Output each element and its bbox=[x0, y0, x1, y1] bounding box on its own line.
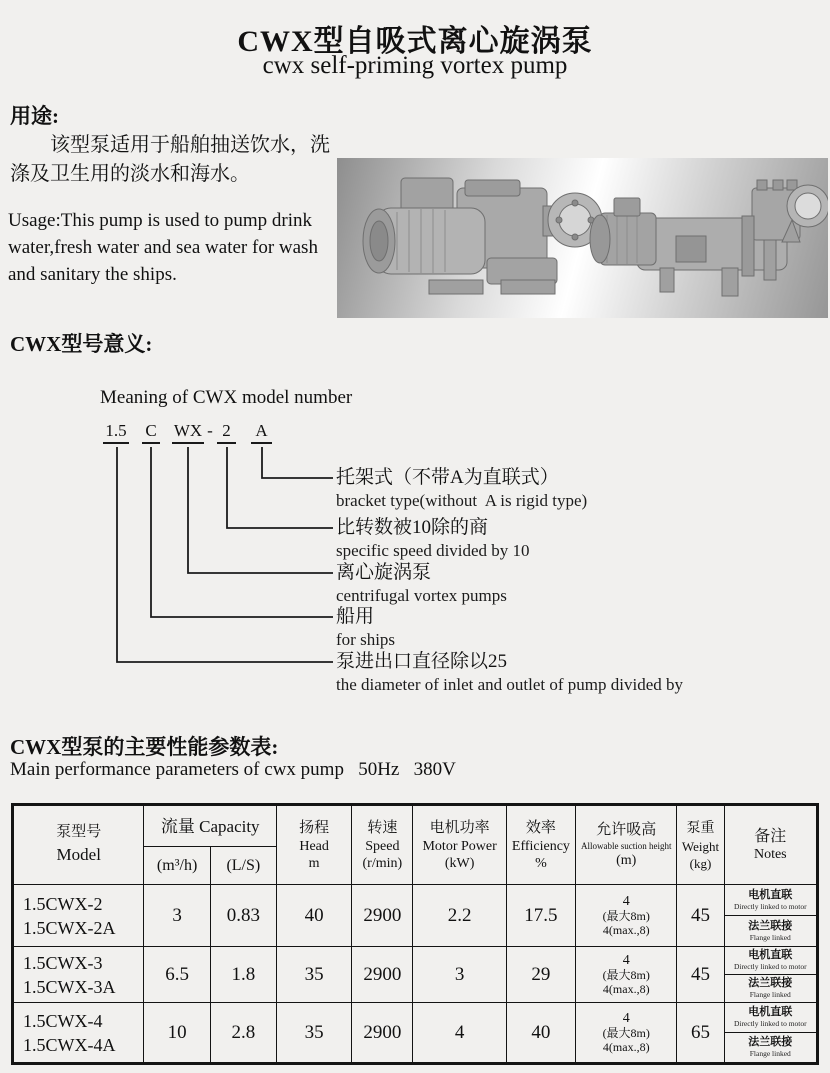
header-head-en: Head bbox=[299, 838, 329, 854]
header-weight-cn: 泵重 bbox=[686, 820, 715, 836]
note-flange-link-cn: 法兰联接 bbox=[748, 1036, 793, 1049]
cell-power: 2.2 bbox=[413, 885, 506, 947]
note-direct-link bbox=[725, 885, 816, 916]
legend-for-ships bbox=[336, 605, 395, 651]
header-weight-en: Weight bbox=[681, 838, 720, 854]
suction-max-cn: (最大8m) bbox=[602, 1026, 650, 1040]
pump-left bbox=[363, 178, 602, 294]
note-flange-link-en: Flange linked bbox=[749, 1049, 791, 1059]
usage-text-cn: 该型泵适用于船舶抽送饮水，洗涤及卫生用的淡水和海水。 bbox=[10, 134, 330, 185]
cell-suction bbox=[576, 885, 677, 947]
cell-suction bbox=[576, 947, 677, 1003]
model-name: 1.5CWX-3 bbox=[23, 952, 103, 973]
cell-efficiency: 40 bbox=[506, 1003, 575, 1064]
legend-specific-speed-cn: 比转数被10除的商 bbox=[336, 517, 489, 538]
page-subtitle: cwx self-priming vortex pump bbox=[262, 52, 568, 79]
cell-weight: 65 bbox=[677, 1003, 724, 1064]
note-direct-link-en: Directly linked to motor bbox=[733, 901, 807, 911]
header-speed bbox=[352, 805, 413, 885]
cell-efficiency: 17.5 bbox=[506, 885, 575, 947]
model-name: 1.5CWX-3A bbox=[23, 976, 116, 997]
header-notes-cn: 备注 bbox=[754, 828, 787, 845]
header-speed-unit: (r/min) bbox=[362, 855, 403, 871]
model-token-A: A bbox=[251, 421, 272, 444]
cell-speed: 2900 bbox=[352, 885, 413, 947]
cell-speed: 2900 bbox=[352, 947, 413, 1003]
suction-max-en: 4(max.,8) bbox=[602, 982, 650, 996]
note-direct-link bbox=[725, 947, 816, 975]
note-flange-link-cn: 法兰联接 bbox=[748, 919, 793, 932]
cell-weight: 45 bbox=[677, 947, 724, 1003]
header-notes bbox=[724, 805, 817, 885]
usage-text-en: Usage:This pump is used to pump drink water,fresh water and sea water for wash and sanitary the ships. bbox=[8, 210, 318, 285]
suction-value: 4 bbox=[622, 953, 630, 968]
suction-value: 4 bbox=[622, 894, 630, 909]
cell-model bbox=[13, 1003, 144, 1064]
pump-right bbox=[590, 180, 828, 296]
cell-capacity-m3h: 6.5 bbox=[144, 947, 210, 1003]
legend-vortex-pump-cn: 离心旋涡泵 bbox=[336, 562, 432, 583]
header-weight bbox=[677, 805, 724, 885]
cell-weight: 45 bbox=[677, 885, 724, 947]
product-photo bbox=[337, 158, 828, 318]
cell-capacity-ls: 2.8 bbox=[210, 1003, 276, 1064]
header-motor-power bbox=[413, 805, 506, 885]
header-notes-en: Notes bbox=[753, 847, 787, 862]
suction-max-en: 4(max.,8) bbox=[602, 1040, 650, 1054]
header-suction-cn: 允许吸高 bbox=[596, 822, 657, 838]
legend-specific-speed bbox=[336, 516, 530, 562]
legend-specific-speed-en: specific speed divided by 10 bbox=[336, 541, 530, 560]
note-direct-link-cn: 电机直联 bbox=[748, 888, 793, 901]
note-direct-link bbox=[725, 1003, 816, 1033]
header-model-en: Model bbox=[56, 844, 101, 864]
model-name: 1.5CWX-4 bbox=[23, 1010, 103, 1031]
model-name: 1.5CWX-4A bbox=[23, 1034, 116, 1055]
header-motor-power-en: Motor Power bbox=[422, 838, 497, 854]
note-flange-link-en: Flange linked bbox=[749, 990, 791, 1000]
header-capacity-ls-label: (L/S) bbox=[226, 857, 261, 874]
legend-bracket-type bbox=[336, 466, 587, 512]
header-speed-en: Speed bbox=[365, 838, 400, 854]
header-efficiency-unit: % bbox=[535, 855, 547, 871]
model-token-WX: WX bbox=[172, 421, 204, 444]
model-token-hyphen: - bbox=[207, 421, 213, 440]
note-direct-link-en: Directly linked to motor bbox=[733, 1019, 807, 1029]
header-head-cn: 扬程 bbox=[299, 819, 330, 836]
header-head bbox=[276, 805, 351, 885]
cell-notes bbox=[724, 1003, 817, 1064]
table-row bbox=[13, 885, 818, 947]
cell-power: 4 bbox=[413, 1003, 506, 1064]
note-flange-link-en: Flange linked bbox=[749, 932, 791, 942]
note-flange-link bbox=[725, 975, 816, 1003]
header-model bbox=[13, 805, 144, 885]
page-title: CWX型自吸式离心旋涡泵 bbox=[237, 25, 593, 58]
header-suction-en: Allowable suction height bbox=[580, 841, 672, 851]
model-token-1.5: 1.5 bbox=[103, 421, 129, 444]
note-flange-link bbox=[725, 1033, 816, 1063]
note-flange-link-cn: 法兰联接 bbox=[748, 977, 793, 990]
header-suction-unit: (m) bbox=[616, 853, 637, 868]
cell-model bbox=[13, 947, 144, 1003]
header-efficiency bbox=[506, 805, 575, 885]
cell-notes bbox=[724, 947, 817, 1003]
cell-speed: 2900 bbox=[352, 1003, 413, 1064]
note-flange-link bbox=[725, 916, 816, 947]
legend-bracket-type-en: bracket type(without A is rigid type) bbox=[336, 491, 588, 510]
usage-section-label: 用途: bbox=[10, 104, 59, 128]
header-efficiency-cn: 效率 bbox=[525, 819, 556, 836]
table-row bbox=[13, 1003, 818, 1064]
cell-capacity-m3h: 10 bbox=[144, 1003, 210, 1064]
cell-head: 35 bbox=[276, 947, 351, 1003]
cell-head: 40 bbox=[276, 885, 351, 947]
model-token-2: 2 bbox=[217, 421, 236, 444]
note-direct-link-en: Directly linked to motor bbox=[733, 962, 807, 972]
table-row bbox=[13, 947, 818, 1003]
cell-efficiency: 29 bbox=[506, 947, 575, 1003]
header-capacity-label: 流量 Capacity bbox=[160, 816, 260, 836]
header-weight-unit: (kg) bbox=[689, 855, 712, 871]
header-efficiency-en: Efficiency bbox=[511, 838, 570, 854]
performance-table bbox=[11, 803, 819, 1065]
note-direct-link-cn: 电机直联 bbox=[748, 1006, 793, 1019]
suction-max-en: 4(max.,8) bbox=[602, 923, 650, 937]
legend-for-ships-en: for ships bbox=[336, 630, 396, 649]
suction-value: 4 bbox=[622, 1011, 630, 1026]
legend-diameter-cn: 泵进出口直径除以25 bbox=[336, 651, 508, 672]
cell-power: 3 bbox=[413, 947, 506, 1003]
cell-capacity-m3h: 3 bbox=[144, 885, 210, 947]
suction-max-cn: (最大8m) bbox=[602, 909, 650, 923]
header-speed-cn: 转速 bbox=[367, 819, 398, 836]
legend-diameter bbox=[336, 650, 683, 696]
cell-capacity-ls: 0.83 bbox=[210, 885, 276, 947]
header-head-unit: m bbox=[308, 855, 320, 871]
header-capacity bbox=[144, 805, 276, 847]
model-name: 1.5CWX-2A bbox=[23, 917, 116, 938]
legend-diameter-en: the diameter of inlet and outlet of pump divided by bbox=[336, 675, 683, 694]
note-direct-link-cn: 电机直联 bbox=[748, 949, 793, 962]
model-token-C: C bbox=[142, 421, 160, 444]
parameters-section-subtitle: Main performance parameters of cwx pump 50Hz 380V bbox=[10, 759, 456, 780]
header-suction bbox=[576, 805, 677, 885]
header-capacity-ls bbox=[210, 847, 276, 885]
pump-illustration bbox=[337, 158, 828, 318]
legend-bracket-type-cn: 托架式（不带A为直联式） bbox=[336, 467, 559, 488]
cell-suction bbox=[576, 1003, 677, 1064]
cell-notes bbox=[724, 885, 817, 947]
parameters-section-label: CWX型泵的主要性能参数表: bbox=[10, 735, 279, 759]
header-capacity-m3h-label: (m³/h) bbox=[156, 857, 198, 874]
legend-vortex-pump bbox=[336, 561, 507, 607]
legend-vortex-pump-en: centrifugal vortex pumps bbox=[336, 586, 507, 605]
suction-max-cn: (最大8m) bbox=[602, 968, 650, 982]
header-model-cn: 泵型号 bbox=[56, 823, 102, 840]
cell-head: 35 bbox=[276, 1003, 351, 1064]
model-name: 1.5CWX-2 bbox=[23, 893, 103, 914]
header-motor-power-cn: 电机功率 bbox=[429, 819, 490, 836]
model-meaning-label: CWX型号意义: bbox=[10, 332, 153, 356]
cell-capacity-ls: 1.8 bbox=[210, 947, 276, 1003]
legend-for-ships-cn: 船用 bbox=[336, 606, 375, 627]
header-capacity-m3h bbox=[144, 847, 210, 885]
cell-model bbox=[13, 885, 144, 947]
header-motor-power-unit: (kW) bbox=[444, 855, 475, 871]
model-meaning-subtitle: Meaning of CWX model number bbox=[100, 387, 353, 408]
